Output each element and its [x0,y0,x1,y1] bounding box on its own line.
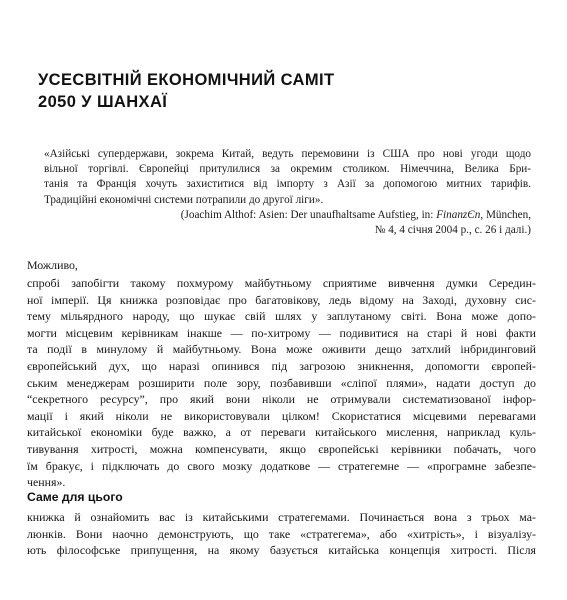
text-line: могти місцевим керівникам інакше — по-хитрому — подивитися на старі й нові факти [27,325,536,340]
epigraph-citation-line-2: № 4, 4 січня 2004 р., с. 26 і далі.) [374,224,531,237]
paragraph-lead: Можливо, [27,258,78,272]
text-line: книжка й ознайомить вас із китайськими стратегемами. Починається вона з трьох ма- [27,510,536,524]
text-line: тивування хитрості, можна компенсувати, якщо європейські керівники побачать, чого [27,441,536,456]
text-line: “секретного ресурсу”, про який вони ніколи не отримували систематизованої інфор- [27,392,536,407]
text-line: ським менеджерам розширити поле зору, позбавивши «сліпої плями», надати доступ до [27,375,536,390]
text-line: європейський дух, що наразі опинився під загрозою зникнення, допомогти європей- [27,358,536,373]
text-line: тему мільярдного народу, що шукає свій шлях у заплутаному світі. Вона може допо- [27,309,536,324]
tail-paragraph [27,509,536,559]
text-line: мації і який ніколи не використовували цілком! Скористатися місцевими перевагами [27,408,536,423]
epigraph-quote [44,147,531,238]
section-subheading: Саме для цього [27,490,123,504]
text-line: китайської економіки буде важко, а от переваги китайського мислення, наприклад куль- [27,425,536,440]
text-line: люнків. Вони наочно демонструють, що таке «стратегема», або «хитрість», і візуалізу- [27,526,536,541]
chapter-title-line-1: УСЕСВІТНІЙ ЕКОНОМІЧНИЙ САМІТ [38,71,335,89]
text-line: їм бракує, і підключать до свого мозку додаткове — стратегемне — «програмне забезпе- [27,458,536,473]
text-line: та події в минулому й майбутньому. Вона може оживити дещо затхлий інбридинговий [27,342,536,357]
epigraph-line: танія та Франція хочуть захиститися від імпорту з Азії за допомогою митних тарифів. [44,178,531,191]
epigraph-line: вільної торгівлі. Європейці притулилися за окремим столиком. Німеччина, Велика Бри- [44,163,531,176]
text-line: спробі запобігти такому похмурому майбутньому сприятиме вивчення думки Середин- [27,276,536,290]
main-paragraph [27,275,536,491]
chapter-title [38,69,538,113]
epigraph-line: Традиційні економічні системи потрапили до другої ліги». [44,193,324,206]
citation-journal: FinanzЄn [436,208,481,221]
citation-prefix: (Joachim Althof: Asien: Der unaufhaltsame Aufstieg, in: [180,208,437,221]
text-line: ної імперії. Ця книжка розповідає про багатовікову, ледь відому на Заході, духовну сис- [27,292,536,307]
text-line: ють філософське припущення, на якому базується китайська концепція хитрості. Після [27,543,536,558]
citation-suffix: , München, [480,208,531,221]
text-line: чення». [27,475,66,490]
epigraph-citation [44,208,531,223]
epigraph-line: «Азійські супердержави, зокрема Китай, ведуть перемовини із США про нові угоди щодо [44,148,531,160]
chapter-title-line-2: 2050 У ШАНХАЇ [38,93,168,111]
